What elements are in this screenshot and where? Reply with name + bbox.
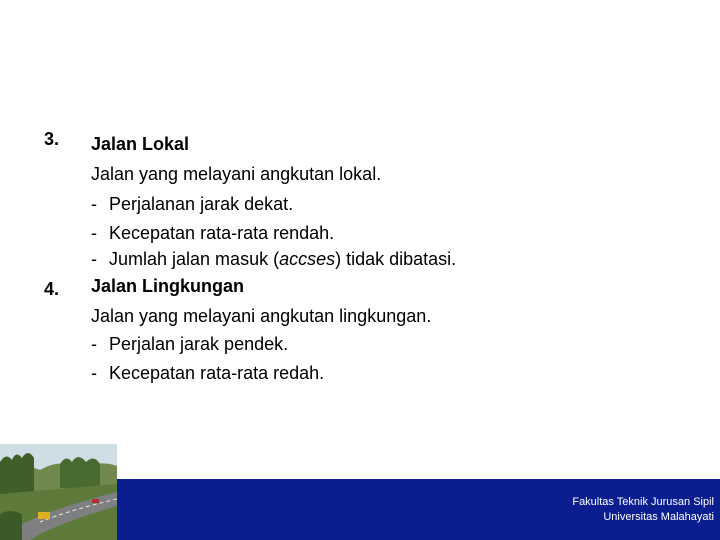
bullet-item <box>91 333 288 355</box>
bullet-dash: - <box>91 334 97 354</box>
footer-institution <box>572 495 714 525</box>
bullet-dash: - <box>91 194 97 214</box>
item-title-jalan-lingkungan: Jalan Lingkungan <box>91 276 245 296</box>
bullet-text: Perjalan jarak pendek. <box>109 334 289 354</box>
bullet-text: Kecepatan rata-rata rendah. <box>109 223 335 243</box>
bullet-item <box>91 222 334 244</box>
bullet-text: Jumlah jalan masuk ( <box>109 249 280 269</box>
bullet-emphasis: accses <box>279 249 336 269</box>
bullet-text: Perjalanan jarak dekat. <box>109 194 294 214</box>
bullet-item <box>91 362 324 384</box>
item-description: Jalan yang melayani angkutan lokal. <box>91 164 382 184</box>
bullet-dash: - <box>91 249 97 269</box>
bullet-item <box>91 193 293 215</box>
footer-university: Universitas Malahayati <box>603 511 714 523</box>
item-number-4: 4. <box>44 279 60 299</box>
item-description: Jalan yang melayani angkutan lingkungan. <box>91 306 432 326</box>
item-number-3: 3. <box>44 129 60 149</box>
bullet-item <box>91 248 456 270</box>
bullet-text: ) tidak dibatasi. <box>335 249 457 269</box>
road-photo-icon <box>0 444 117 540</box>
footer-faculty: Fakultas Teknik Jurusan Sipil <box>572 496 714 508</box>
item-title-jalan-lokal: Jalan Lokal <box>91 134 190 154</box>
road-landscape-photo <box>0 444 117 540</box>
bullet-dash: - <box>91 363 97 383</box>
bullet-dash: - <box>91 223 97 243</box>
bullet-text: Kecepatan rata-rata redah. <box>109 363 325 383</box>
